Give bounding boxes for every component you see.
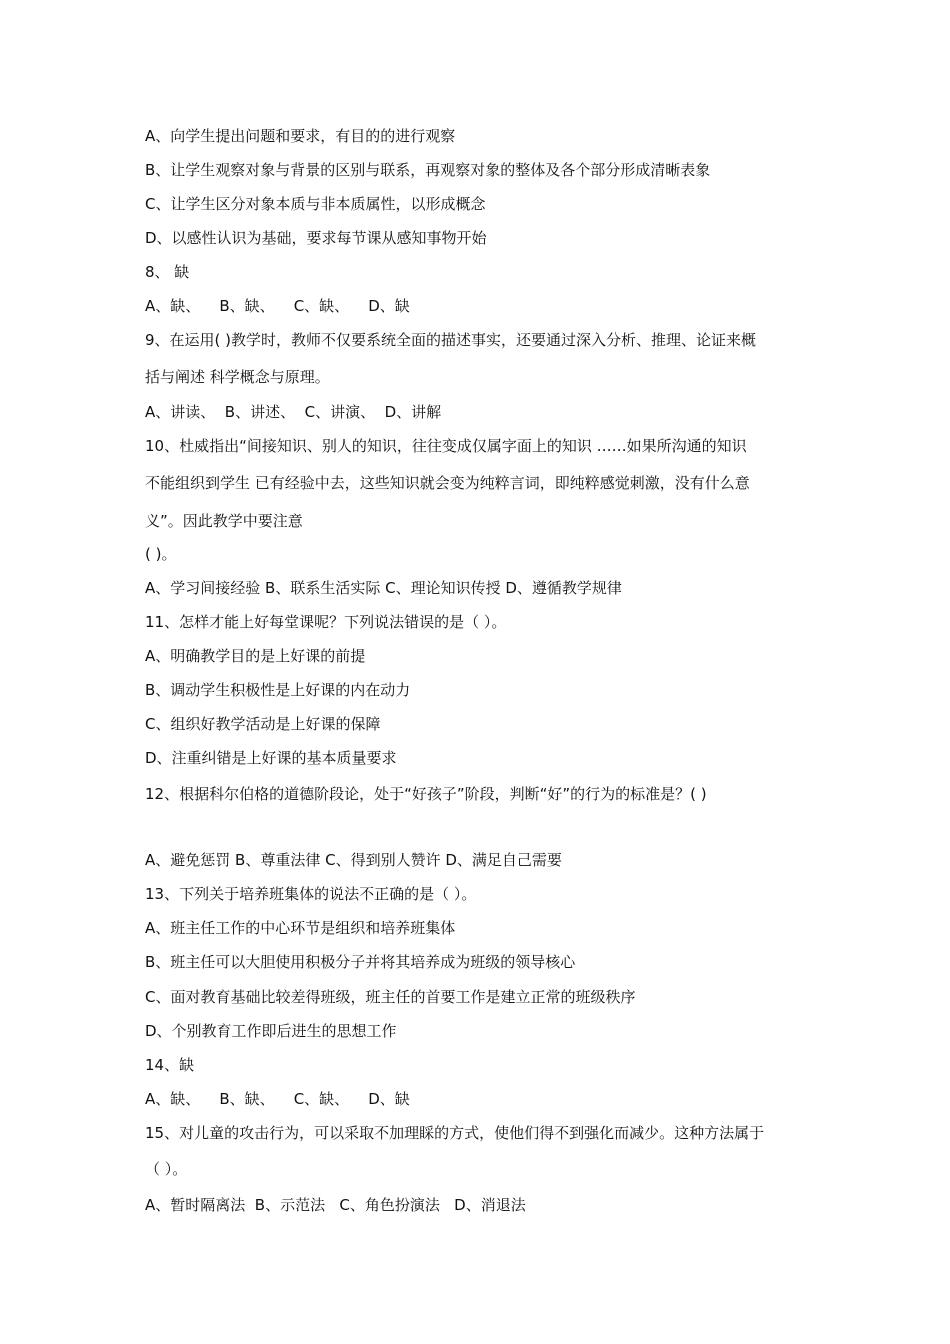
text-line: D、注重纠错是上好课的基本质量要求 — [145, 749, 397, 767]
text-line: 9、在运用( )教学时，教师不仅要系统全面的描述事实，还要通过深入分析、推理、论证来概 — [145, 331, 757, 349]
text-line: C、面对教育基础比较差得班级，班主任的首要工作是建立正常的班级秩序 — [145, 988, 636, 1006]
text-line: 括与阐述 科学概念与原理。 — [145, 368, 330, 386]
text-line: D、个别教育工作即后进生的思想工作 — [145, 1022, 397, 1040]
text-line: ( )。 — [145, 545, 177, 563]
text-line: A、向学生提出问题和要求，有目的的进行观察 — [145, 127, 456, 145]
text-line: 8、 缺 — [145, 263, 190, 281]
text-line: 义”。因此教学中要注意 — [145, 512, 303, 530]
text-line: A、班主任工作的中心环节是组织和培养班集体 — [145, 919, 456, 937]
text-line: 12、根据科尔伯格的道德阶段论，处于“好孩子”阶段，判断“好”的行为的标准是？( ) — [145, 785, 707, 803]
text-line: 不能组织到学生 已有经验中去，这些知识就会变为纯粹言词，即纯粹感觉刺激，没有什么意 — [145, 474, 750, 492]
text-line: 13、下列关于培养班集体的说法不正确的是（ ）。 — [145, 885, 477, 903]
text-line: B、让学生观察对象与背景的区别与联系，再观察对象的整体及各个部分形成清晰表象 — [145, 161, 711, 179]
text-line: 14、缺 — [145, 1056, 195, 1074]
text-line: （ ）。 — [145, 1160, 188, 1178]
text-line: A、明确教学目的是上好课的前提 — [145, 647, 366, 665]
text-line: C、组织好教学活动是上好课的保障 — [145, 715, 381, 733]
text-line: 11、怎样才能上好每堂课呢？下列说法错误的是（ ）。 — [145, 613, 507, 631]
text-line: A、暂时隔离法 B、示范法 C、角色扮演法 D、消退法 — [145, 1196, 526, 1214]
text-line: A、避免惩罚 B、尊重法律 C、得到别人赞许 D、满足自己需要 — [145, 851, 562, 869]
text-line: B、调动学生积极性是上好课的内在动力 — [145, 681, 411, 699]
text-line: B、班主任可以大胆使用积极分子并将其培养成为班级的领导核心 — [145, 953, 576, 971]
text-line: A、缺、 B、缺、 C、缺、 D、缺 — [145, 297, 410, 315]
text-line: C、让学生区分对象本质与非本质属性，以形成概念 — [145, 195, 486, 213]
text-line: D、以感性认识为基础，要求每节课从感知事物开始 — [145, 229, 487, 247]
text-line: 15、对儿童的攻击行为，可以采取不加理睬的方式，使他们得不到强化而减少。这种方法属于 — [145, 1124, 765, 1142]
text-line: A、缺、 B、缺、 C、缺、 D、缺 — [145, 1090, 410, 1108]
text-line: 10、杜威指出“间接知识、别人的知识，往往变成仅属字面上的知识 ……如果所沟通的知识 — [145, 437, 747, 455]
text-line: A、讲读、 B、讲述、 C、讲演、 D、讲解 — [145, 403, 442, 421]
text-line: A、学习间接经验 B、联系生活实际 C、理论知识传授 D、遵循教学规律 — [145, 579, 622, 597]
